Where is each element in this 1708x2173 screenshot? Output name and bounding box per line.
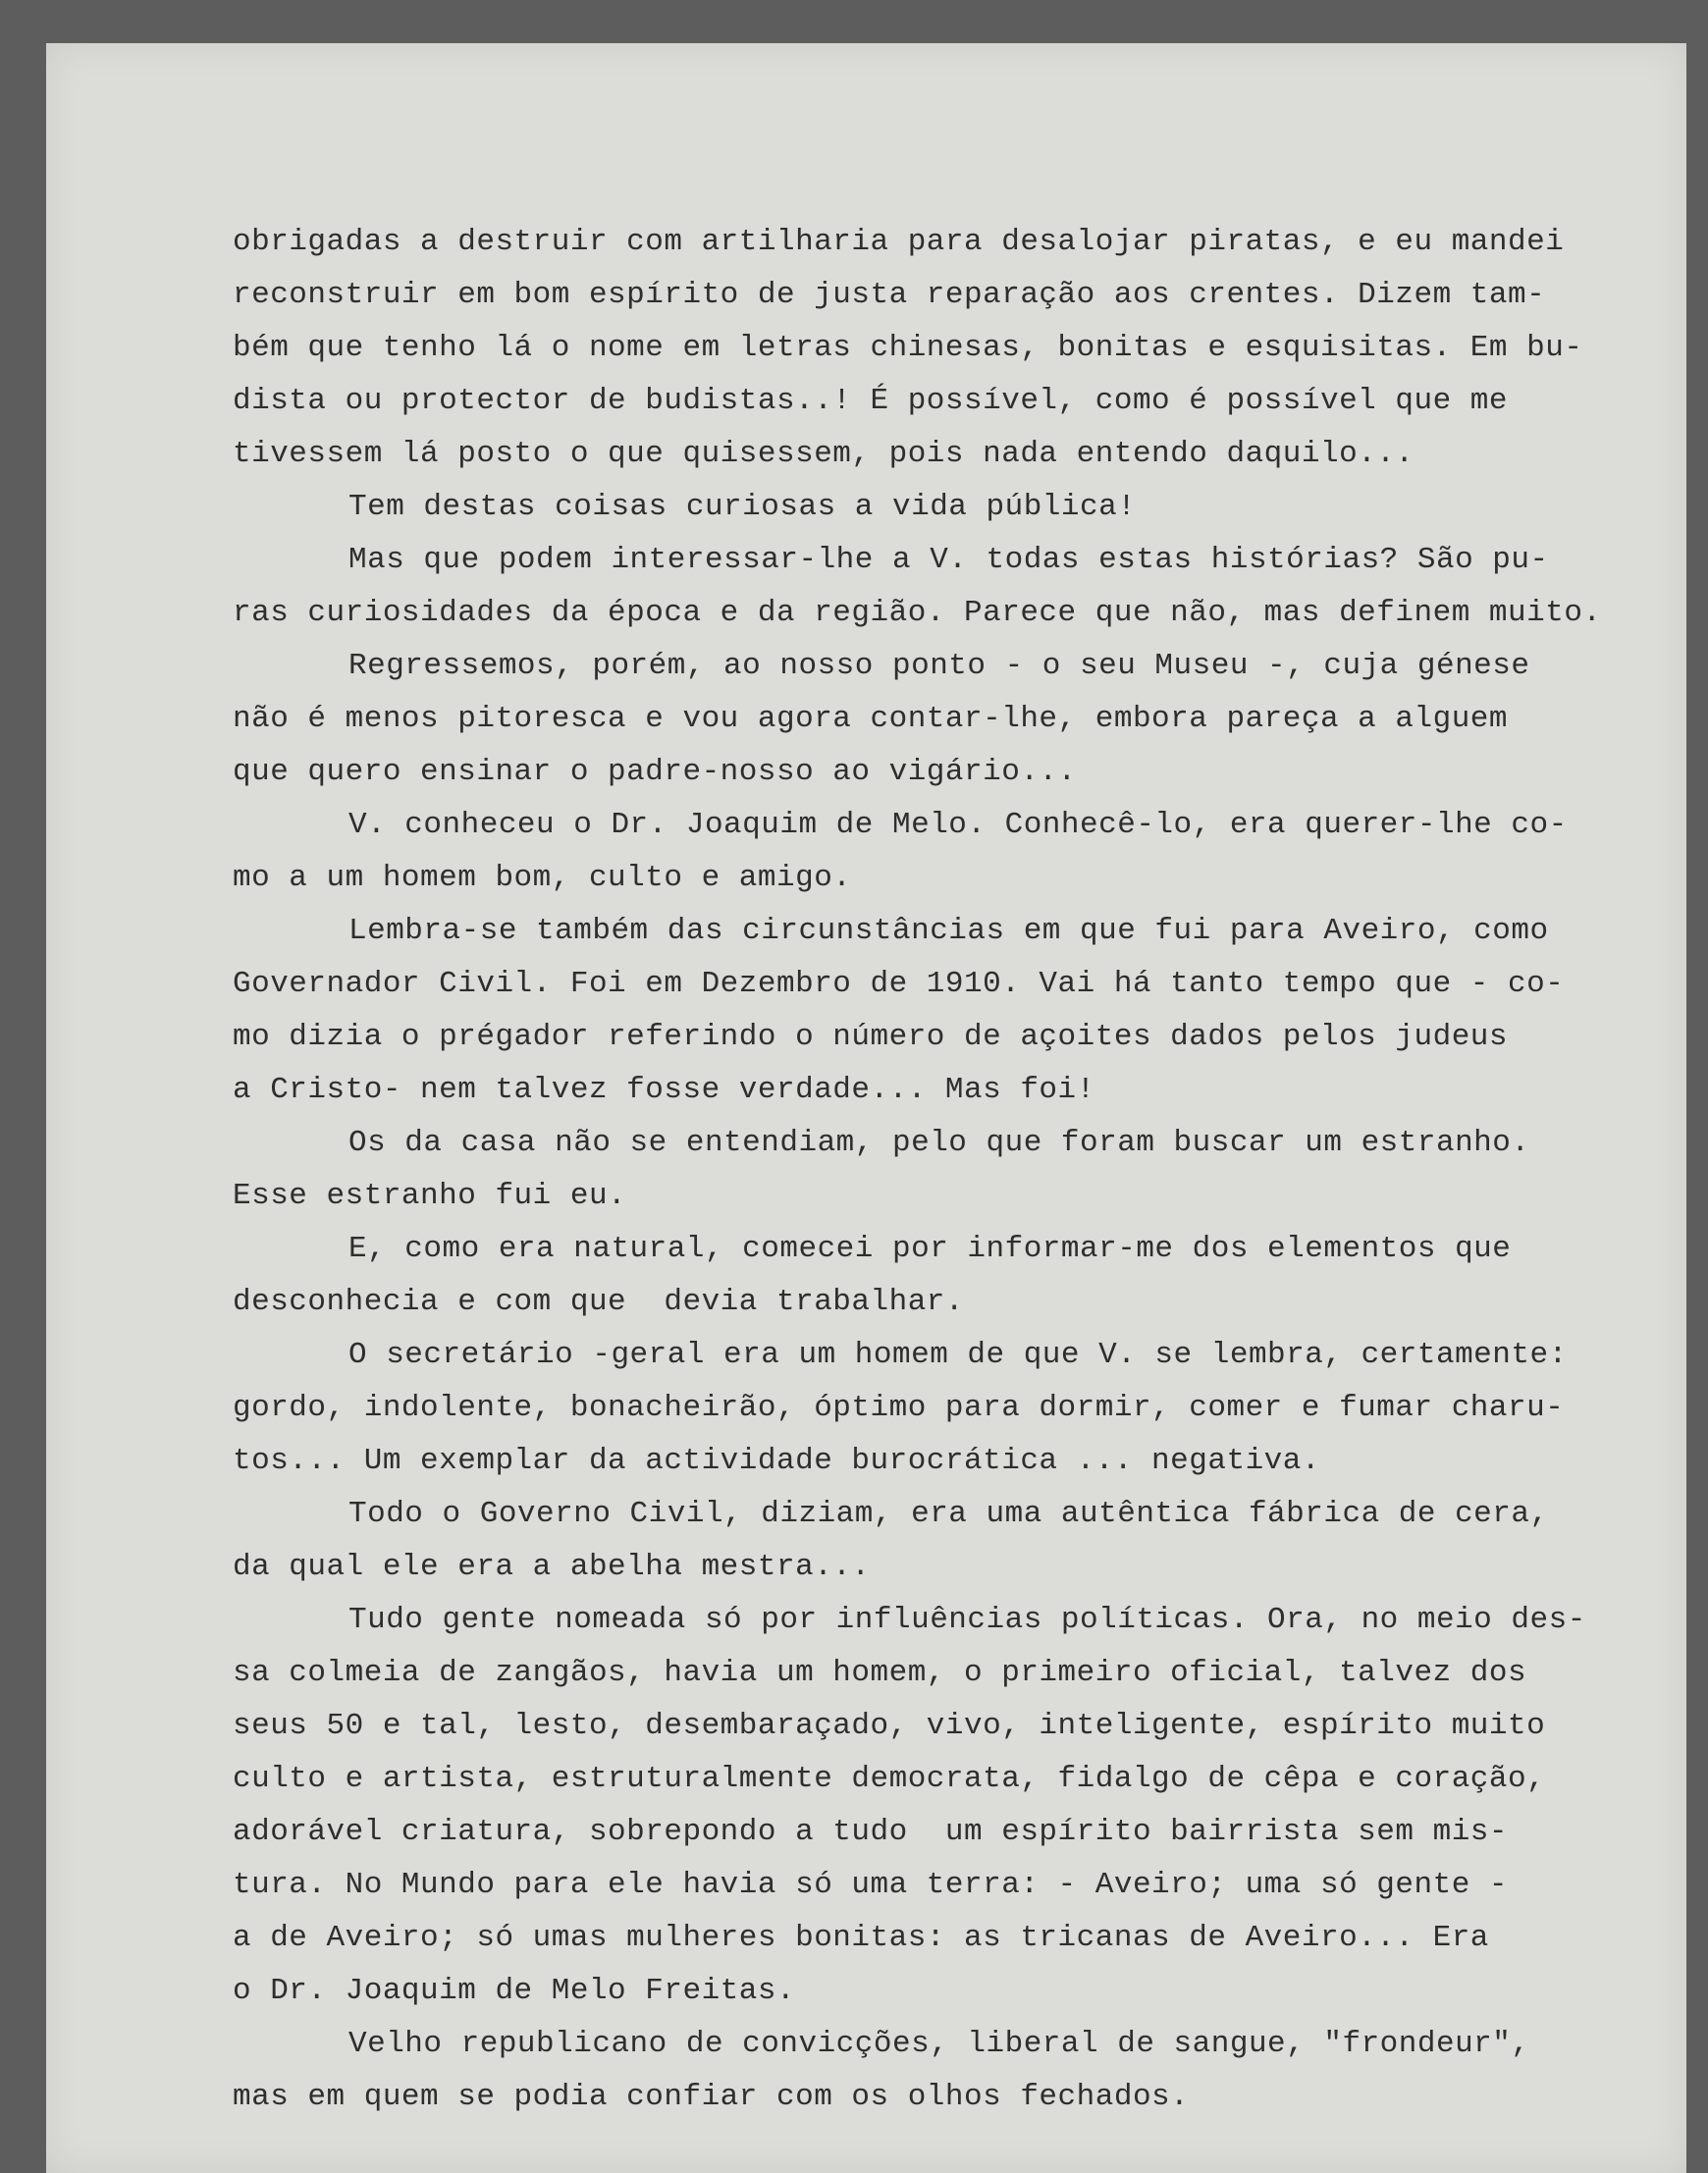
text-line: Mas que podem interessar-lhe a V. todas estas histórias? São pu- xyxy=(348,543,1549,577)
text-line: desconhecia e com que devia trabalhar. xyxy=(233,1285,965,1319)
text-line: Regressemos, porém, ao nosso ponto - o seu Museu -, cuja génese xyxy=(348,649,1530,683)
text-line: a de Aveiro; só umas mulheres bonitas: as tricanas de Aveiro... Era xyxy=(233,1921,1489,1955)
text-line: seus 50 e tal, lesto, desembaraçado, vivo, inteligente, espírito muito xyxy=(233,1709,1546,1743)
text-line: Tudo gente nomeada só por influências políticas. Ora, no meio des- xyxy=(348,1603,1586,1637)
text-line: E, como era natural, comecei por informar-me dos elementos que xyxy=(348,1232,1512,1266)
text-line: dista ou protector de budistas..! É possível, como é possível que me xyxy=(233,384,1509,418)
text-line: ras curiosidades da época e da região. Parece que não, mas definem muito. xyxy=(233,596,1602,630)
text-line: Tem destas coisas curiosas a vida pública! xyxy=(348,490,1137,524)
text-line: tos... Um exemplar da actividade burocrática ... negativa. xyxy=(233,1444,1320,1478)
text-line: sa colmeia de zangãos, havia um homem, o primeiro oficial, talvez dos xyxy=(233,1656,1527,1690)
text-line: obrigadas a destruir com artilharia para desalojar piratas, e eu mandei xyxy=(233,225,1565,259)
text-line: que quero ensinar o padre-nosso ao vigário... xyxy=(233,755,1077,789)
text-line: mo a um homem bom, culto e amigo. xyxy=(233,861,852,895)
text-line: Governador Civil. Foi em Dezembro de 1910. Vai há tanto tempo que - co- xyxy=(233,967,1565,1001)
typed-text-body xyxy=(233,216,1646,2124)
text-line: O secretário -geral era um homem de que V. se lembra, certamente: xyxy=(348,1338,1568,1372)
typewritten-page xyxy=(46,43,1686,2173)
text-line: não é menos pitoresca e vou agora contar-lhe, embora pareça a alguem xyxy=(233,702,1509,736)
text-line: tivessem lá posto o que quisessem, pois nada entendo daquilo... xyxy=(233,437,1414,471)
text-line: gordo, indolente, bonacheirão, óptimo para dormir, comer e fumar charu- xyxy=(233,1391,1565,1425)
text-line: culto e artista, estruturalmente democrata, fidalgo de cêpa e coração, xyxy=(233,1762,1546,1796)
text-line: a Cristo- nem talvez fosse verdade... Mas foi! xyxy=(233,1073,1095,1107)
text-line: bém que tenho lá o nome em letras chinesas, bonitas e esquisitas. Em bu- xyxy=(233,331,1583,365)
text-line: Os da casa não se entendiam, pelo que foram buscar um estranho. xyxy=(348,1126,1530,1160)
text-line: mo dizia o prégador referindo o número de açoites dados pelos judeus xyxy=(233,1020,1509,1054)
text-line: tura. No Mundo para ele havia só uma terra: - Aveiro; uma só gente - xyxy=(233,1868,1509,1902)
text-line: Esse estranho fui eu. xyxy=(233,1179,627,1213)
text-line: reconstruir em bom espírito de justa reparação aos crentes. Dizem tam- xyxy=(233,278,1546,312)
text-line: Todo o Governo Civil, diziam, era uma autêntica fábrica de cera, xyxy=(348,1497,1549,1531)
text-line: V. conheceu o Dr. Joaquim de Melo. Conhecê-lo, era querer-lhe co- xyxy=(348,808,1568,842)
text-line: Velho republicano de convicções, liberal de sangue, "frondeur", xyxy=(348,2027,1530,2061)
text-line: Lembra-se também das circunstâncias em que fui para Aveiro, como xyxy=(348,914,1549,948)
text-line: mas em quem se podia confiar com os olhos fechados. xyxy=(233,2080,1190,2114)
text-line: o Dr. Joaquim de Melo Freitas. xyxy=(233,1974,796,2008)
text-line: da qual ele era a abelha mestra... xyxy=(233,1550,871,1584)
text-line: adorável criatura, sobrepondo a tudo um espírito bairrista sem mis- xyxy=(233,1815,1509,1849)
